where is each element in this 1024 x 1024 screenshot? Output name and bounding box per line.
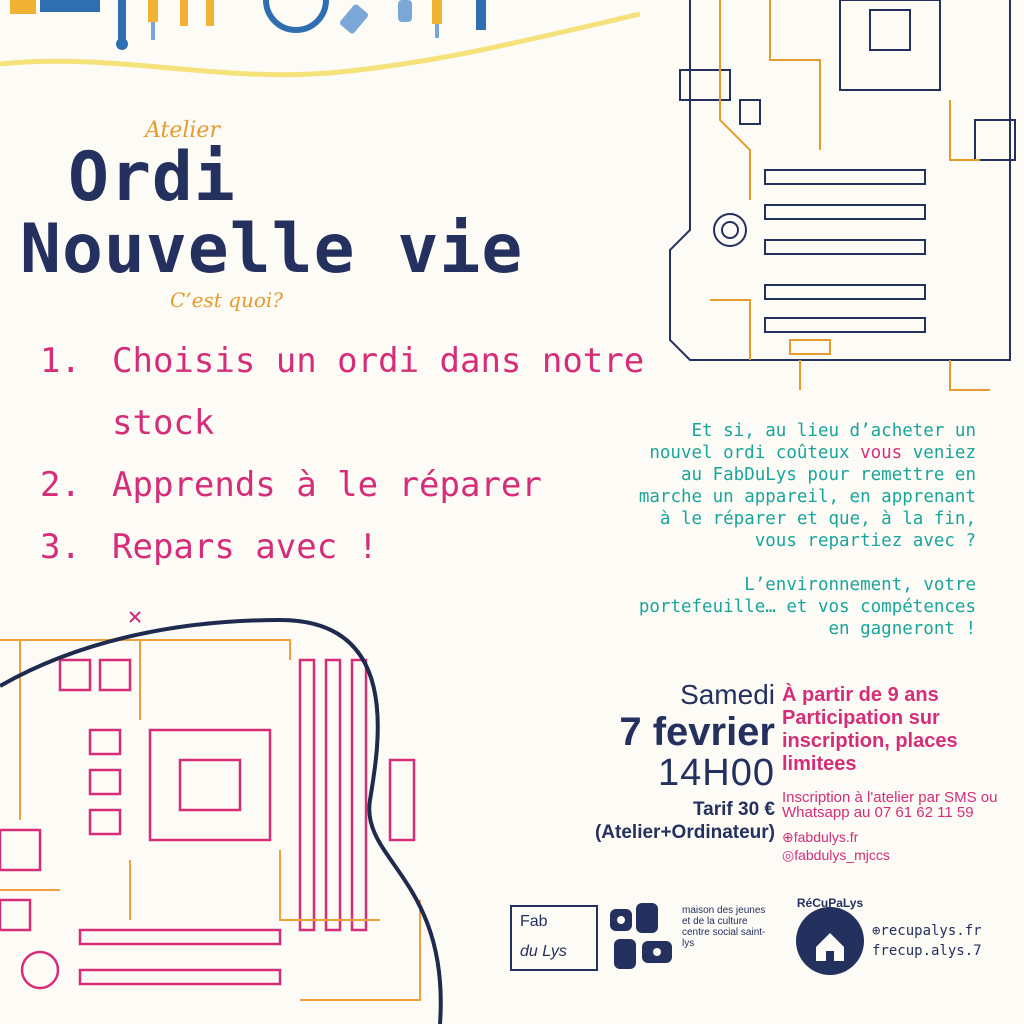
intro-paragraph-2: L’environnement, votre portefeuille… et vos compétences en gagneront ! [638, 575, 976, 639]
participation-note: Participation sur inscription, places limitees [782, 707, 958, 775]
screwdriver-icon [10, 0, 100, 14]
atelier-label: Atelier [145, 118, 220, 143]
step-item [40, 330, 660, 454]
step-number: 3. [40, 527, 81, 567]
intro-text [636, 420, 976, 640]
mjc-logo [606, 899, 678, 977]
event-price: Tarif 30 € [692, 799, 775, 820]
step-number: 2. [40, 465, 81, 505]
intro-emphasis: vous [860, 443, 903, 463]
step-text: Apprends à le réparer [112, 465, 542, 505]
screwdriver-icon [398, 0, 412, 22]
title-line-2: Nouvelle vie [20, 210, 524, 289]
registration-contact: Inscription à l'atelier par SMS ou Whatsapp au 07 61 62 11 59 [782, 789, 998, 821]
registration-info [782, 684, 1022, 864]
intro-paragraph-1: Et si, au lieu d’acheter un nouvel ordi coûteux vous veniez au FabDuLys pour remettre en marche un appareil, en apprenant à le réparer et que, à la fin, vous repartiez avec ? [638, 421, 976, 551]
motherboard-illustration-top [650, 0, 1024, 400]
fabdulys-logo: Fab du Lys [510, 905, 598, 971]
event-date: 7 fevrier [619, 710, 775, 754]
recupalys-facebook[interactable]: frecup.alys.7 [872, 943, 982, 959]
step-item [40, 516, 660, 578]
partner-logos [510, 895, 1020, 985]
step-text: Repars avec ! [112, 527, 379, 567]
event-day: Samedi [680, 679, 775, 710]
age-requirement: À partir de 9 ans [782, 684, 939, 706]
event-time: 14H00 [658, 752, 775, 794]
social-links [782, 828, 1022, 864]
recupalys-logo [790, 895, 870, 979]
instagram-link[interactable]: ◎fabdulys_mjccs [782, 847, 890, 863]
step-item [40, 454, 660, 516]
step-text: Choisis un ordi dans notre stock [112, 341, 645, 443]
step-number: 1. [40, 341, 81, 381]
motherboard-illustration-bottom [0, 600, 450, 1024]
recupalys-links [872, 921, 982, 961]
tools-banner [0, 0, 640, 100]
steps-list [40, 330, 660, 578]
title-line-1: Ordi [68, 138, 236, 217]
recupalys-logo-text: RéCuPaLys [796, 896, 864, 910]
mjc-logo-text: maison des jeunes et de la culture centre social saint-lys [682, 905, 766, 949]
website-link[interactable]: ⊕fabdulys.fr [782, 829, 859, 845]
wrench-icon [476, 0, 486, 30]
event-date-block [515, 680, 775, 844]
event-price-note: (Atelier+Ordinateur) [594, 822, 775, 843]
question-subtitle: C’est quoi? [170, 288, 283, 312]
recupalys-website[interactable]: ⊕recupalys.fr [872, 923, 982, 939]
